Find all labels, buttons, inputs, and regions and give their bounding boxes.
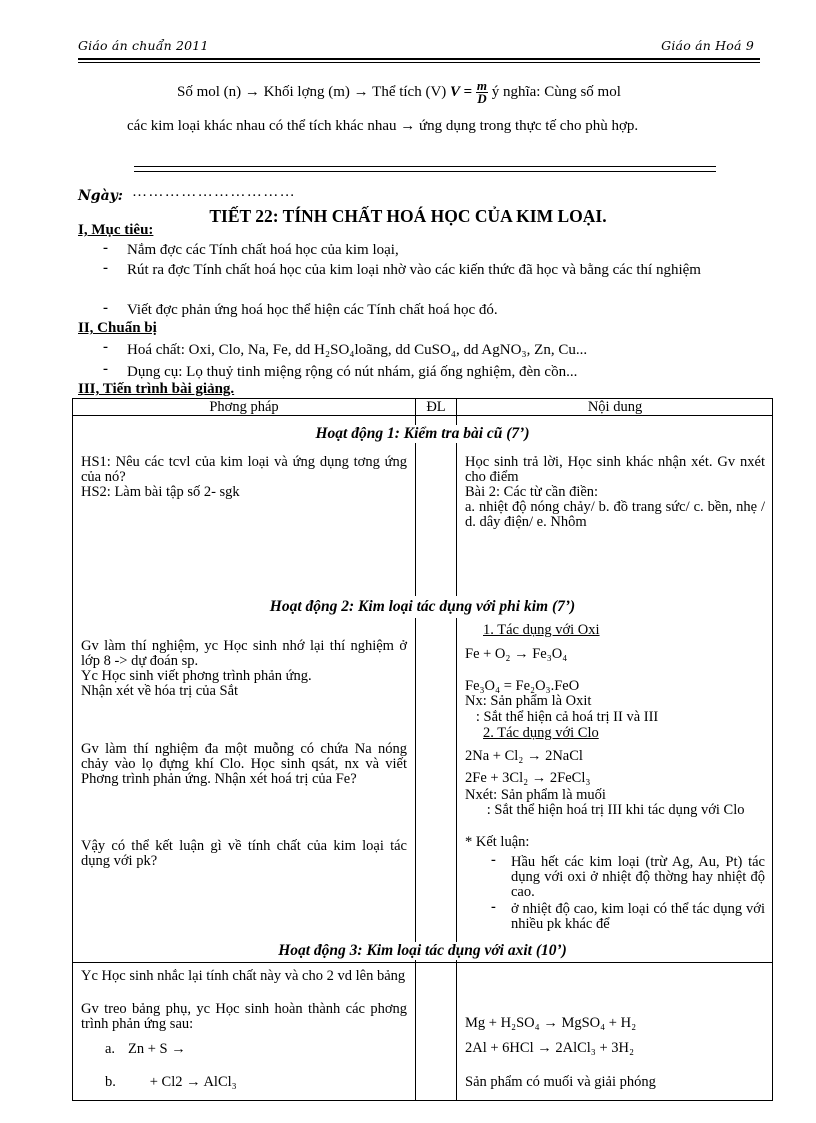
activity-2-method-4: Gv làm thí nghiệm đa một muỗng có chứa Na nóng chảy vào lọ đựng khí Clo. Học sinh qsát, nx và viết Phơng trình phản ứng. Nhận xét hoá trị của Fe? bbox=[81, 741, 407, 787]
activity-1-content-2: Bài 2: Các từ cần điền: bbox=[465, 484, 599, 500]
preparation-item: Dụng cụ: Lọ thuỷ tinh miệng rộng có nút nhám, giá ống nghiệm, đèn cồn... bbox=[127, 364, 578, 380]
formula-lhs: V = bbox=[450, 83, 473, 100]
activity-2-note: Nxét: Sản phẩm là muối bbox=[465, 787, 606, 803]
bullet-dash: - bbox=[491, 899, 496, 915]
activity-2-conclusion-item: ở nhiệt độ cao, kim loại có thể tác dụng với nhiều pk khác để bbox=[511, 902, 765, 932]
lesson-table bbox=[72, 398, 773, 1101]
activity-2-method-5: Vậy có thể kết luận gì về tính chất của kim loại tác dụng với pk? bbox=[81, 838, 407, 869]
activity-2-method-2: Yc Học sinh viết phơng trình phản ứng. bbox=[81, 668, 312, 684]
activity-3-method-2: Gv treo bảng phụ, yc Học sinh hoàn thành các phơng trình phản ứng sau: bbox=[81, 1001, 407, 1032]
header-rule-thin bbox=[78, 62, 760, 63]
activity-3-exercise-a: Zn + S → bbox=[128, 1041, 186, 1057]
activity-3-title: Hoạt động 3: Kim loại tác dụng với axit (10’) bbox=[73, 942, 772, 960]
activity-3-label-a: a. bbox=[105, 1041, 116, 1057]
activity-3-method-1: Yc Học sinh nhắc lại tính chất này và cho 2 vd lên bảng bbox=[81, 968, 406, 984]
intro-text-a: Số mol (n) → Khối lợng (m) → Thể tích (V) bbox=[177, 83, 447, 100]
activity-2-conclusion-label: * Kết luận: bbox=[465, 834, 530, 850]
section-objectives-heading: I, Mục tiêu: bbox=[78, 222, 154, 238]
activity-2-title: Hoạt động 2: Kim loại tác dụng với phi kim (7’) bbox=[73, 596, 772, 618]
date-dots: ………………………… bbox=[132, 184, 296, 200]
intro-line bbox=[177, 80, 621, 105]
activity-1-method-2: HS2: Làm bài tập số 2- sgk bbox=[81, 484, 240, 500]
header-right: Giáo án Hoá 9 bbox=[661, 38, 754, 53]
activity-3-label-b: b. bbox=[105, 1074, 116, 1090]
bullet-dash: - bbox=[103, 361, 108, 377]
section-process-heading: III, Tiến trình bài giảng. bbox=[78, 381, 235, 397]
activity-2-subhead-oxygen: 1. Tác dụng với Oxi bbox=[483, 622, 600, 638]
activity-1-content-3: a. nhiệt độ nóng chảy/ b. đồ trang sức/ c. bền, nhẹ / d. dây điện/ e. Nhôm bbox=[465, 499, 765, 530]
bullet-dash: - bbox=[103, 339, 108, 355]
activity-2-note: : Sắt thể hiện hoá trị III khi tác dụng với Clo bbox=[465, 802, 745, 818]
date-label: Ngày: bbox=[78, 188, 123, 204]
bullet-dash: - bbox=[103, 260, 108, 276]
section-preparation-heading: II, Chuẩn bị bbox=[78, 320, 157, 336]
activity-3-divider bbox=[73, 962, 772, 963]
col-divider bbox=[456, 399, 457, 1101]
formula-fraction bbox=[476, 80, 488, 105]
header-left: Giáo án chuẩn 2011 bbox=[78, 38, 209, 53]
col-divider bbox=[415, 399, 416, 1101]
formula-numerator: m bbox=[476, 78, 487, 93]
activity-2-note: : Sắt thể hiện cả hoá trị II và III bbox=[465, 709, 659, 725]
double-rule-bottom bbox=[134, 171, 716, 172]
activity-3-exercise-b: + Cl2 → AlCl₃ bbox=[128, 1074, 237, 1090]
activity-2-equation: Fe₃O₄ = Fe₂O₃.FeO bbox=[465, 678, 580, 694]
activity-3-equation: 2Al + 6HCl → 2AlCl₃ + 3H₂ bbox=[465, 1040, 635, 1056]
intro-text-b: ý nghĩa: Cùng số mol bbox=[491, 83, 621, 100]
col-header-content: Nội dung bbox=[587, 399, 643, 415]
col-header-method: Phơng pháp bbox=[209, 399, 279, 415]
activity-1-title: Hoạt động 1: Kiểm tra bài cũ (7’) bbox=[73, 425, 772, 443]
header-divider bbox=[73, 415, 772, 416]
col-header-time: ĐL bbox=[426, 399, 446, 415]
activity-2-subhead-chlorine: 2. Tác dụng với Clo bbox=[483, 725, 599, 741]
activity-3-equation: Mg + H₂SO₄ → MgSO₄ + H₂ bbox=[465, 1015, 637, 1031]
bullet-dash: - bbox=[491, 852, 496, 868]
bullet-dash: - bbox=[103, 240, 108, 256]
objective-item: Nắm đợc các Tính chất hoá học của kim loại, bbox=[127, 242, 399, 258]
activity-2-method-1: Gv làm thí nghiệm, yc Học sinh nhớ lại thí nghiệm ở lớp 8 -> dự đoán sp. bbox=[81, 638, 407, 669]
objective-item: Viết đợc phản ứng hoá học thể hiện các Tính chất hoá học đó. bbox=[127, 302, 498, 318]
activity-2-conclusion-item: Hầu hết các kim loại (trừ Ag, Au, Pt) tác dụng với oxi ở nhiệt độ thờng hay nhiệt độ cao. bbox=[511, 854, 765, 900]
activity-2-note: Nx: Sản phẩm là Oxit bbox=[465, 693, 592, 709]
header-rule bbox=[78, 58, 760, 60]
intro-paragraph: các kim loại khác nhau có thể tích khác nhau → ứng dụng trong thực tế cho phù hợp. bbox=[127, 118, 639, 134]
activity-2-equation: 2Na + Cl₂ → 2NaCl bbox=[465, 748, 583, 764]
activity-2-equation: 2Fe + 3Cl₂ → 2FeCl₃ bbox=[465, 770, 591, 786]
activity-3-content: Sản phẩm có muối và giải phóng bbox=[465, 1074, 656, 1090]
double-rule-top bbox=[134, 166, 716, 167]
activity-2-method-3: Nhận xét về hóa trị của Sắt bbox=[81, 683, 239, 699]
lesson-title: TIẾT 22: TÍNH CHẤT HOÁ HỌC CỦA KIM LOẠI. bbox=[209, 206, 607, 226]
objective-item: Rút ra đợc Tính chất hoá học của kim loại nhờ vào các kiến thức đã học và bằng các thí nghiệm bbox=[127, 262, 701, 278]
activity-1-method-1: HS1: Nêu các tcvl của kim loại và ứng dụng tơng ứng của nó? bbox=[81, 454, 407, 485]
formula-denominator: D bbox=[477, 91, 487, 106]
activity-2-equation: Fe + O₂ → Fe₃O₄ bbox=[465, 646, 568, 662]
activity-1-content-1: Học sinh trả lời, Học sinh khác nhận xét. Gv nxét cho điểm bbox=[465, 454, 765, 485]
bullet-dash: - bbox=[103, 300, 108, 316]
preparation-item: Hoá chất: Oxi, Clo, Na, Fe, dd H₂SO₄loãng, dd CuSO₄, dd AgNO₃, Zn, Cu... bbox=[127, 342, 588, 358]
